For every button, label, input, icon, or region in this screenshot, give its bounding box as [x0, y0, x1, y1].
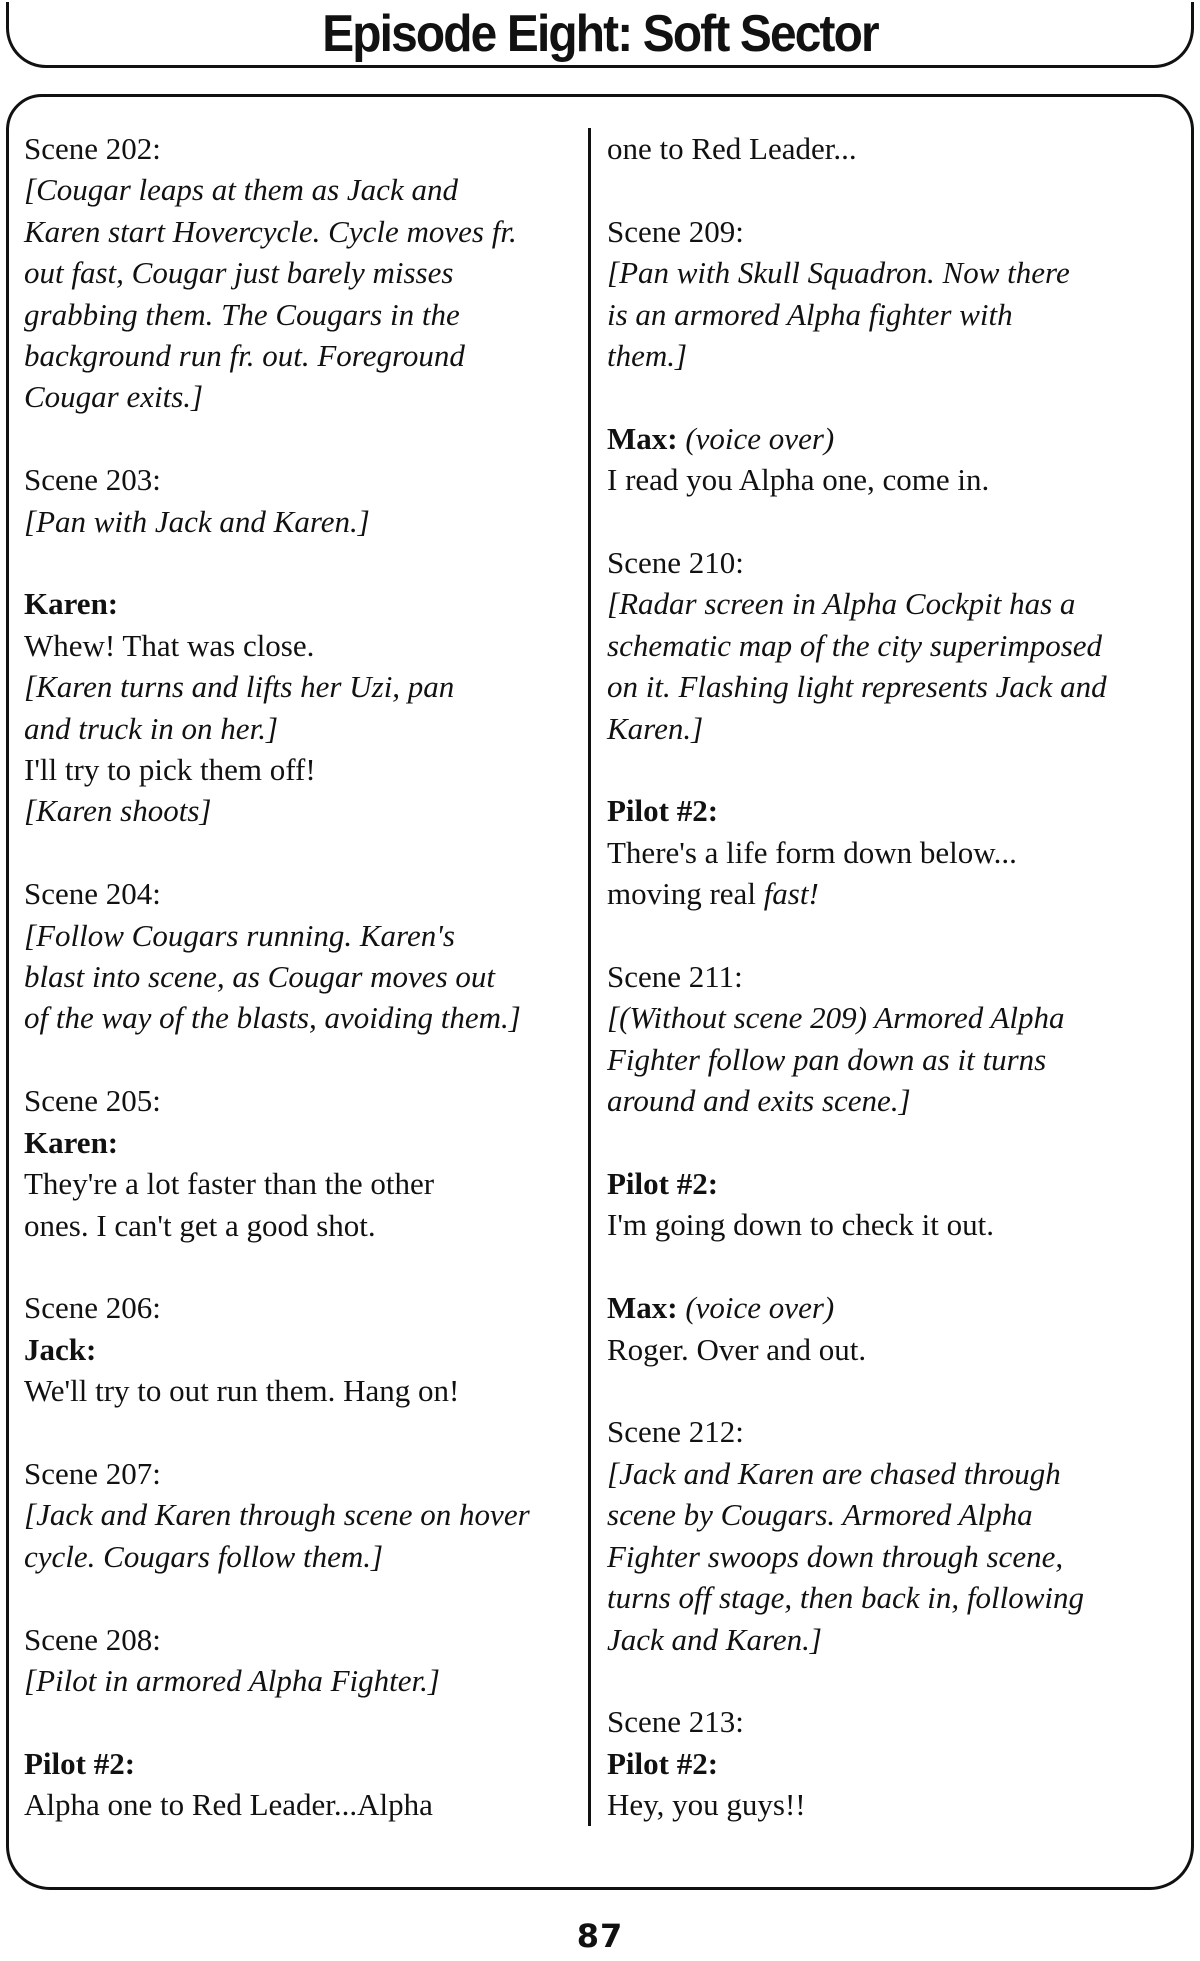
- script-line: [Karen shoots]: [24, 793, 212, 829]
- script-line: ones. I can't get a good shot.: [24, 1207, 376, 1243]
- script-line: around and exits scene.]: [607, 1083, 911, 1119]
- script-line: Roger. Over and out.: [607, 1331, 867, 1367]
- script-line: them.]: [607, 338, 688, 374]
- script-line: schematic map of the city superimposed: [607, 627, 1103, 663]
- script-line: Scene 208:: [24, 1621, 161, 1657]
- script-block: [607, 418, 1177, 501]
- script-line: [Follow Cougars running. Karen's: [24, 917, 455, 953]
- script-line: Whew! That was close.: [24, 627, 315, 663]
- script-line-part: Max:: [607, 1290, 678, 1326]
- script-line: blast into scene, as Cougar moves out: [24, 959, 495, 995]
- script-line: [607, 873, 1177, 914]
- script-line: Jack and Karen.]: [607, 1621, 822, 1657]
- script-block: [607, 1701, 1177, 1825]
- script-line: Scene 212:: [607, 1414, 744, 1450]
- script-block: [607, 956, 1177, 1122]
- script-line: [Radar screen in Alpha Cockpit has a: [607, 586, 1076, 622]
- script-line: background run fr. out. Foreground: [24, 338, 465, 374]
- script-line: Scene 211:: [607, 959, 743, 995]
- column-divider: [588, 128, 591, 1826]
- script-line-part: fast!: [763, 876, 819, 912]
- script-line: cycle. Cougars follow them.]: [24, 1538, 384, 1574]
- script-line: Karen:: [24, 1124, 119, 1160]
- script-line: I'll try to pick them off!: [24, 752, 316, 788]
- script-line: Karen.]: [607, 710, 704, 746]
- script-block: [607, 1287, 1177, 1370]
- script-line-part: (voice over): [677, 1290, 835, 1326]
- script-block: [24, 1453, 584, 1577]
- script-block: [607, 1163, 1177, 1246]
- title-banner: [6, 2, 1194, 68]
- script-line: [607, 1287, 1177, 1328]
- script-line: [Jack and Karen through scene on hover: [24, 1497, 530, 1533]
- script-block: [24, 1619, 584, 1702]
- script-block: [24, 1080, 584, 1246]
- script-block: [607, 542, 1177, 749]
- script-line-part: (voice over): [677, 420, 835, 456]
- script-line: [Karen turns and lifts her Uzi, pan: [24, 669, 455, 705]
- script-block: [24, 459, 584, 542]
- script-block: [607, 211, 1177, 377]
- script-line: Scene 209:: [607, 213, 744, 249]
- script-line: Scene 213:: [607, 1704, 744, 1740]
- script-line: Pilot #2:: [607, 793, 719, 829]
- script-line: Scene 205:: [24, 1083, 161, 1119]
- script-line: We'll try to out run them. Hang on!: [24, 1373, 460, 1409]
- script-block: [607, 790, 1177, 914]
- script-block: [607, 1411, 1177, 1659]
- script-line: scene by Cougars. Armored Alpha: [607, 1497, 1033, 1533]
- script-line: Karen start Hovercycle. Cycle moves fr.: [24, 213, 517, 249]
- script-line: Fighter follow pan down as it turns: [607, 1041, 1047, 1077]
- script-line: [Pan with Jack and Karen.]: [24, 503, 370, 539]
- script-line: and truck in on her.]: [24, 710, 279, 746]
- script-line: Scene 210:: [607, 545, 744, 581]
- script-line: Cougar exits.]: [24, 379, 204, 415]
- script-line: Pilot #2:: [24, 1745, 136, 1781]
- script-line: is an armored Alpha fighter with: [607, 296, 1013, 332]
- script-line-part: moving real: [607, 876, 764, 912]
- script-line: one to Red Leader...: [607, 131, 857, 166]
- script-line: Scene 204:: [24, 876, 161, 912]
- script-block: [24, 583, 584, 831]
- script-line: Pilot #2:: [607, 1745, 719, 1781]
- script-line: Pilot #2:: [607, 1166, 719, 1202]
- left-column: [24, 128, 584, 1867]
- script-line: [Pan with Skull Squadron. Now there: [607, 255, 1070, 291]
- right-column: [607, 128, 1177, 1867]
- script-line: [Jack and Karen are chased through: [607, 1455, 1061, 1491]
- script-block: [24, 873, 584, 1039]
- script-line: They're a lot faster than the other: [24, 1166, 435, 1202]
- script-line: grabbing them. The Cougars in the: [24, 296, 460, 332]
- script-line: Scene 206:: [24, 1290, 161, 1326]
- script-line: Jack:: [24, 1331, 97, 1367]
- script-line: Scene 203:: [24, 462, 161, 498]
- script-line: [Cougar leaps at them as Jack and: [24, 172, 458, 208]
- script-line: Alpha one to Red Leader...Alpha: [24, 1787, 433, 1823]
- script-line: Scene 207:: [24, 1455, 161, 1491]
- script-line: on it. Flashing light represents Jack and: [607, 669, 1107, 705]
- script-line: There's a life form down below...: [607, 834, 1017, 870]
- script-block: [24, 128, 584, 418]
- script-line: [(Without scene 209) Armored Alpha: [607, 1000, 1065, 1036]
- script-block: [24, 1287, 584, 1411]
- script-line-part: Max:: [607, 420, 678, 456]
- page-title: Episode Eight: Soft Sector: [322, 5, 878, 63]
- script-line: Karen:: [24, 586, 119, 622]
- script-line: Scene 202:: [24, 131, 161, 166]
- script-block: [607, 128, 1177, 169]
- script-line: out fast, Cougar just barely misses: [24, 255, 454, 291]
- script-line: I read you Alpha one, come in.: [607, 462, 990, 498]
- script-line: Hey, you guys!!: [607, 1787, 806, 1823]
- script-line: turns off stage, then back in, following: [607, 1580, 1085, 1616]
- script-line: [Pilot in armored Alpha Fighter.]: [24, 1662, 440, 1698]
- script-line: I'm going down to check it out.: [607, 1207, 995, 1243]
- script-line: [607, 418, 1177, 459]
- script-line: Fighter swoops down through scene,: [607, 1538, 1064, 1574]
- script-block: [24, 1743, 584, 1826]
- page-number: 87: [576, 1917, 624, 1955]
- script-line: of the way of the blasts, avoiding them.]: [24, 1000, 521, 1036]
